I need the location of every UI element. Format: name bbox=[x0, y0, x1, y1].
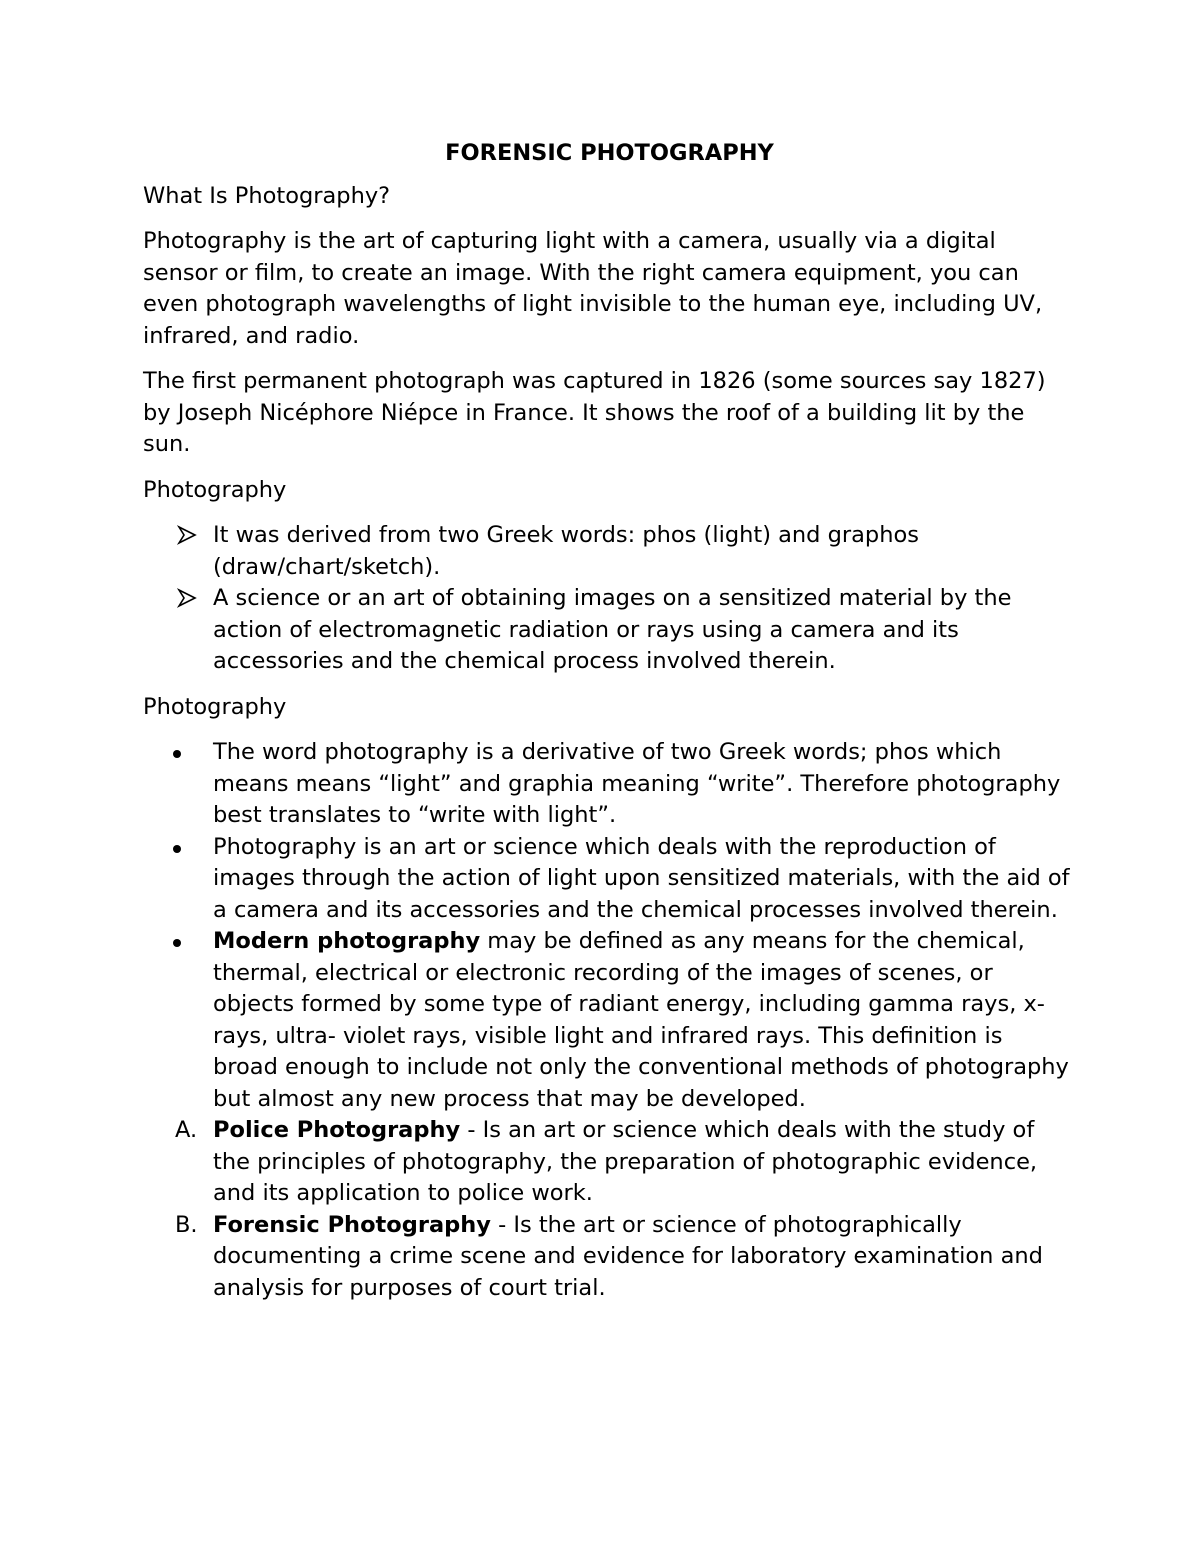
section-heading-photography-1: Photography bbox=[143, 476, 287, 503]
list-item-bold-term: Police Photography bbox=[213, 1117, 461, 1143]
list-item-text: - Is the art or science of photographically documenting a crime scene and evidence for laboratory examination and analysis for purposes of court trial. bbox=[213, 1211, 1043, 1301]
lettered-list bbox=[143, 1115, 1073, 1304]
list-letter: A. bbox=[175, 1117, 198, 1143]
section-heading-photography-2: Photography bbox=[143, 693, 287, 720]
subheading-what-is-photography: What Is Photography? bbox=[143, 182, 391, 209]
document-title: FORENSIC PHOTOGRAPHY bbox=[445, 140, 774, 166]
list-item bbox=[143, 832, 1073, 927]
bullet-icon bbox=[173, 939, 181, 947]
list-item bbox=[143, 1115, 1073, 1210]
arrow-bullet-icon bbox=[177, 588, 197, 608]
arrow-list bbox=[143, 520, 1073, 678]
list-item-bold-term: Forensic Photography bbox=[213, 1211, 491, 1238]
list-item-text: - Is an art or science which deals with the study of the principles of photography, the preparation of photographic evidence, and its application to police work. bbox=[213, 1117, 1038, 1206]
list-item-bold-term: Modern photography bbox=[213, 928, 481, 954]
arrow-bullet-icon bbox=[177, 525, 197, 545]
list-item bbox=[143, 1210, 1073, 1305]
paragraph-history: The first permanent photograph was captured in 1826 (some sources say 1827) by Joseph Nicéphore Niépce in France. It shows the roof of a building lit by the sun. bbox=[143, 368, 1046, 457]
list-item-text: It was derived from two Greek words: phos (light) and graphos (draw/chart/sketch). bbox=[213, 522, 919, 580]
bullet-icon bbox=[173, 750, 181, 758]
list-item-text: Photography is an art or science which deals with the reproduction of images through the action of light upon sensitized materials, with the aid of a camera and its accessories and the chemical processes involved therein. bbox=[213, 833, 1070, 923]
list-item bbox=[143, 583, 1073, 678]
bullet-icon bbox=[173, 845, 181, 853]
list-item-text: may be defined as any means for the chemical, thermal, electrical or electronic recording of the images of scenes, or objects formed by some type of radiant energy, including gamma rays, x-rays, ultra- violet rays, visible light and infrared rays. This definition is broad enough to include not only the conventional methods of photography but almost any new process that may be developed. bbox=[213, 928, 1069, 1112]
list-item bbox=[143, 926, 1073, 1115]
list-letter: B. bbox=[175, 1211, 198, 1238]
document-page bbox=[143, 138, 1073, 1318]
list-item bbox=[143, 520, 1073, 583]
bullet-list bbox=[143, 737, 1073, 1115]
list-item bbox=[143, 737, 1073, 832]
paragraph-definition: Photography is the art of capturing light with a camera, usually via a digital sensor or film, to create an image. With the right camera equipment, you can even photograph wavelengths of light invisible to the human eye, including UV, infrared, and radio. bbox=[143, 228, 1043, 349]
list-item-text: The word photography is a derivative of two Greek words; phos which means means “light” and graphia meaning “write”. Therefore photography best translates to “write with light”. bbox=[213, 739, 1061, 828]
list-item-text: A science or an art of obtaining images on a sensitized material by the action of electromagnetic radiation or rays using a camera and its accessories and the chemical process involved therein. bbox=[213, 585, 1012, 674]
